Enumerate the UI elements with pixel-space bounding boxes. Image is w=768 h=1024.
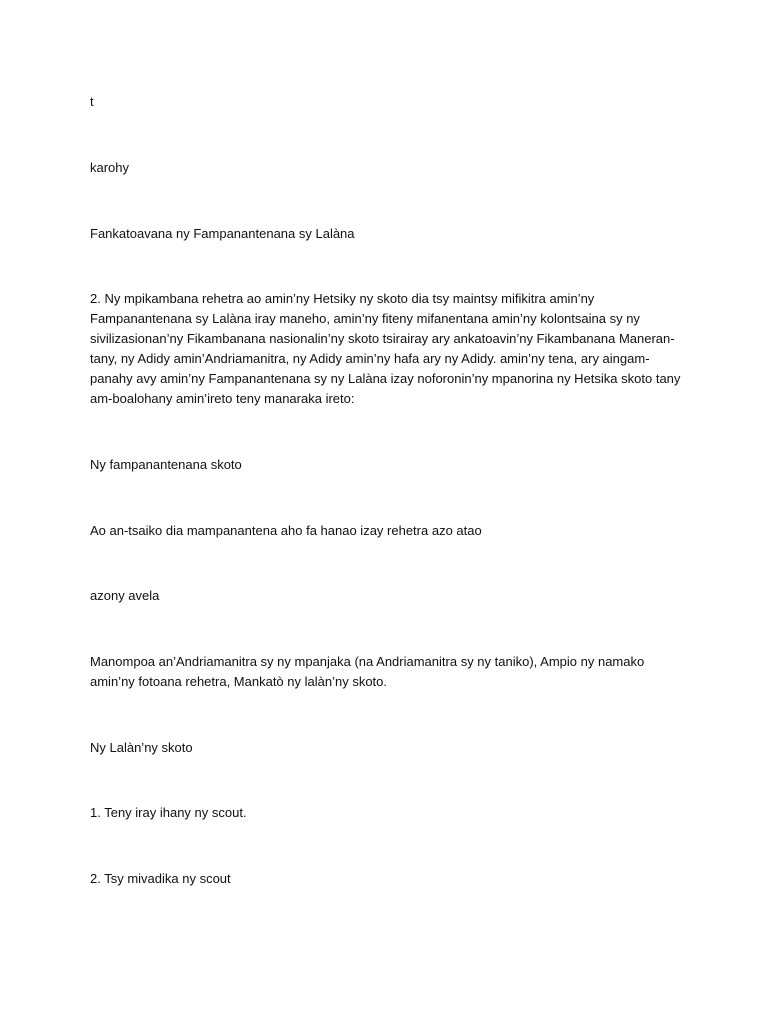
paragraph-t: t <box>90 94 94 109</box>
paragraph-azony-avela: azony avela <box>90 588 160 603</box>
text-line: sivilizasionan’ny Fikambanana nasionalin’ny skoto tsirairay ary ankatoavin’ny Fikambanana Maneran- <box>90 331 675 346</box>
law-item-2: 2. Tsy mivadika ny scout <box>90 871 231 886</box>
text-line: 2. Ny mpikambana rehetra ao amin’ny Hetsiky ny skoto dia tsy maintsy mifikitra amin’ny <box>90 291 595 306</box>
paragraph-promise-body <box>90 652 665 692</box>
text-line: tany, ny Adidy amin’Andriamanitra, ny Adidy amin’ny hafa ary ny Adidy. amin’ny tena, ary aingam- <box>90 351 650 366</box>
heading-scout-promise: Ny fampanantenana skoto <box>90 457 242 472</box>
heading-scout-law: Ny Lalàn’ny skoto <box>90 740 193 755</box>
heading-promise-and-law-approval: Fankatoavana ny Fampanantenana sy Lalàna <box>90 226 355 241</box>
text-line: am-boalohany amin’ireto teny manaraka ireto: <box>90 391 355 406</box>
paragraph-membership-article <box>90 289 681 409</box>
text-line: Fampanantenana sy Lalàna iray maneho, amin’ny fiteny mifanentana amin’ny kolontsaina sy ny <box>90 311 640 326</box>
text-line: amin’ny fotoana rehetra, Mankatò ny lalàn’ny skoto. <box>90 674 388 689</box>
paragraph-karohy: karohy <box>90 160 130 175</box>
paragraph-promise-intro: Ao an-tsaiko dia mampanantena aho fa hanao izay rehetra azo atao <box>90 523 482 538</box>
law-item-1: 1. Teny iray ihany ny scout. <box>90 805 247 820</box>
text-line: Manompoa an’Andriamanitra sy ny mpanjaka (na Andriamanitra sy ny taniko), Ampio ny namako <box>90 654 645 669</box>
text-line: panahy avy amin’ny Fampanantenana sy ny Lalàna izay noforonin’ny mpanorina ny Hetsika skoto tany <box>90 371 681 386</box>
